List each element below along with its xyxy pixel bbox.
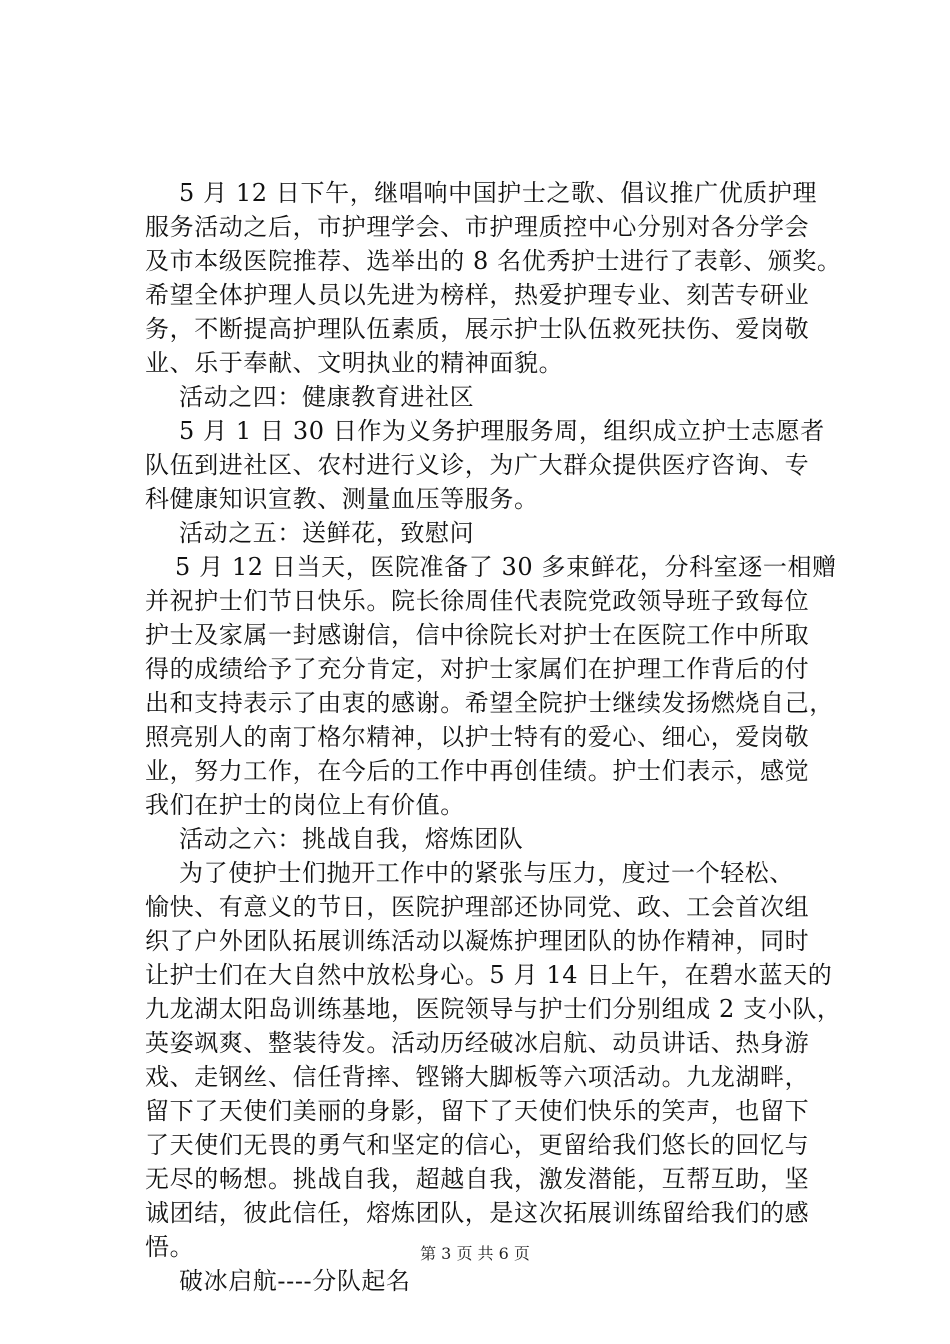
paragraph-line: 队伍到进社区、农村进行义诊，为广大群众提供医疗咨询、专 xyxy=(145,451,810,479)
paragraph-line: 5 月 12 日当天，医院准备了 30 多束鲜花，分科室逐一相赠 xyxy=(175,553,837,581)
paragraph-line: 我们在护士的岗位上有价值。 xyxy=(145,791,465,819)
section-heading: 活动之四：健康教育进社区 xyxy=(179,383,475,411)
paragraph-line: 悟。 xyxy=(145,1233,195,1261)
paragraph-line: 英姿飒爽、整装待发。活动历经破冰启航、动员讲话、热身游 xyxy=(145,1029,810,1057)
paragraph-line: 务，不断提高护理队伍素质，展示护士队伍救死扶伤、爱岗敬 xyxy=(145,315,810,343)
paragraph-line: 5 月 12 日下午，继唱响中国护士之歌、倡议推广优质护理 xyxy=(179,179,818,207)
paragraph-line: 得的成绩给予了充分肯定，对护士家属们在护理工作背后的付 xyxy=(145,655,810,683)
paragraph-line: 戏、走钢丝、信任背摔、铿锵大脚板等六项活动。九龙湖畔， xyxy=(145,1063,810,1091)
paragraph-line: 无尽的畅想。挑战自我，超越自我，激发潜能，互帮互助，坚 xyxy=(145,1165,810,1193)
paragraph-line: 及市本级医院推荐、选举出的 8 名优秀护士进行了表彰、颁奖。 xyxy=(145,247,842,275)
paragraph-line: 并祝护士们节日快乐。院长徐周佳代表院党政领导班子致每位 xyxy=(145,587,810,615)
paragraph-line: 服务活动之后，市护理学会、市护理质控中心分别对各分学会 xyxy=(145,213,810,241)
paragraph-line: 5 月 1 日 30 日作为义务护理服务周，组织成立护士志愿者 xyxy=(179,417,825,445)
paragraph-line: 织了户外团队拓展训练活动以凝炼护理团队的协作精神，同时 xyxy=(145,927,810,955)
paragraph-line: 照亮别人的南丁格尔精神，以护士特有的爱心、细心，爱岗敬 xyxy=(145,723,810,751)
paragraph-line: 护士及家属一封感谢信，信中徐院长对护士在医院工作中所取 xyxy=(145,621,810,649)
section-heading: 破冰启航----分队起名 xyxy=(179,1267,411,1295)
paragraph-line: 希望全体护理人员以先进为榜样，热爱护理专业、刻苦专研业 xyxy=(145,281,810,309)
paragraph-line: 愉快、有意义的节日，医院护理部还协同党、政、工会首次组 xyxy=(145,893,810,921)
paragraph-line: 为了使护士们抛开工作中的紧张与压力，度过一个轻松、 xyxy=(179,859,794,887)
paragraph-line: 业、乐于奉献、文明执业的精神面貌。 xyxy=(145,349,564,377)
paragraph-line: 了天使们无畏的勇气和坚定的信心，更留给我们悠长的回忆与 xyxy=(145,1131,810,1159)
section-heading: 活动之五：送鲜花，致慰问 xyxy=(179,519,475,547)
paragraph-line: 业，努力工作，在今后的工作中再创佳绩。护士们表示，感觉 xyxy=(145,757,810,785)
paragraph-line: 九龙湖太阳岛训练基地，医院领导与护士们分别组成 2 支小队， xyxy=(145,995,842,1023)
paragraph-line: 让护士们在大自然中放松身心。5 月 14 日上午，在碧水蓝天的 xyxy=(145,961,833,989)
paragraph-line: 出和支持表示了由衷的感谢。希望全院护士继续发扬燃烧自己， xyxy=(145,689,834,717)
paragraph-line: 科健康知识宣教、测量血压等服务。 xyxy=(145,485,539,513)
paragraph-line: 诚团结，彼此信任，熔炼团队，是这次拓展训练留给我们的感 xyxy=(145,1199,810,1227)
page-footer: 第 3 页 共 6 页 xyxy=(420,1244,530,1263)
paragraph-line: 留下了天使们美丽的身影，留下了天使们快乐的笑声，也留下 xyxy=(145,1097,810,1125)
section-heading: 活动之六：挑战自我，熔炼团队 xyxy=(179,825,524,853)
document-body xyxy=(145,176,842,1298)
